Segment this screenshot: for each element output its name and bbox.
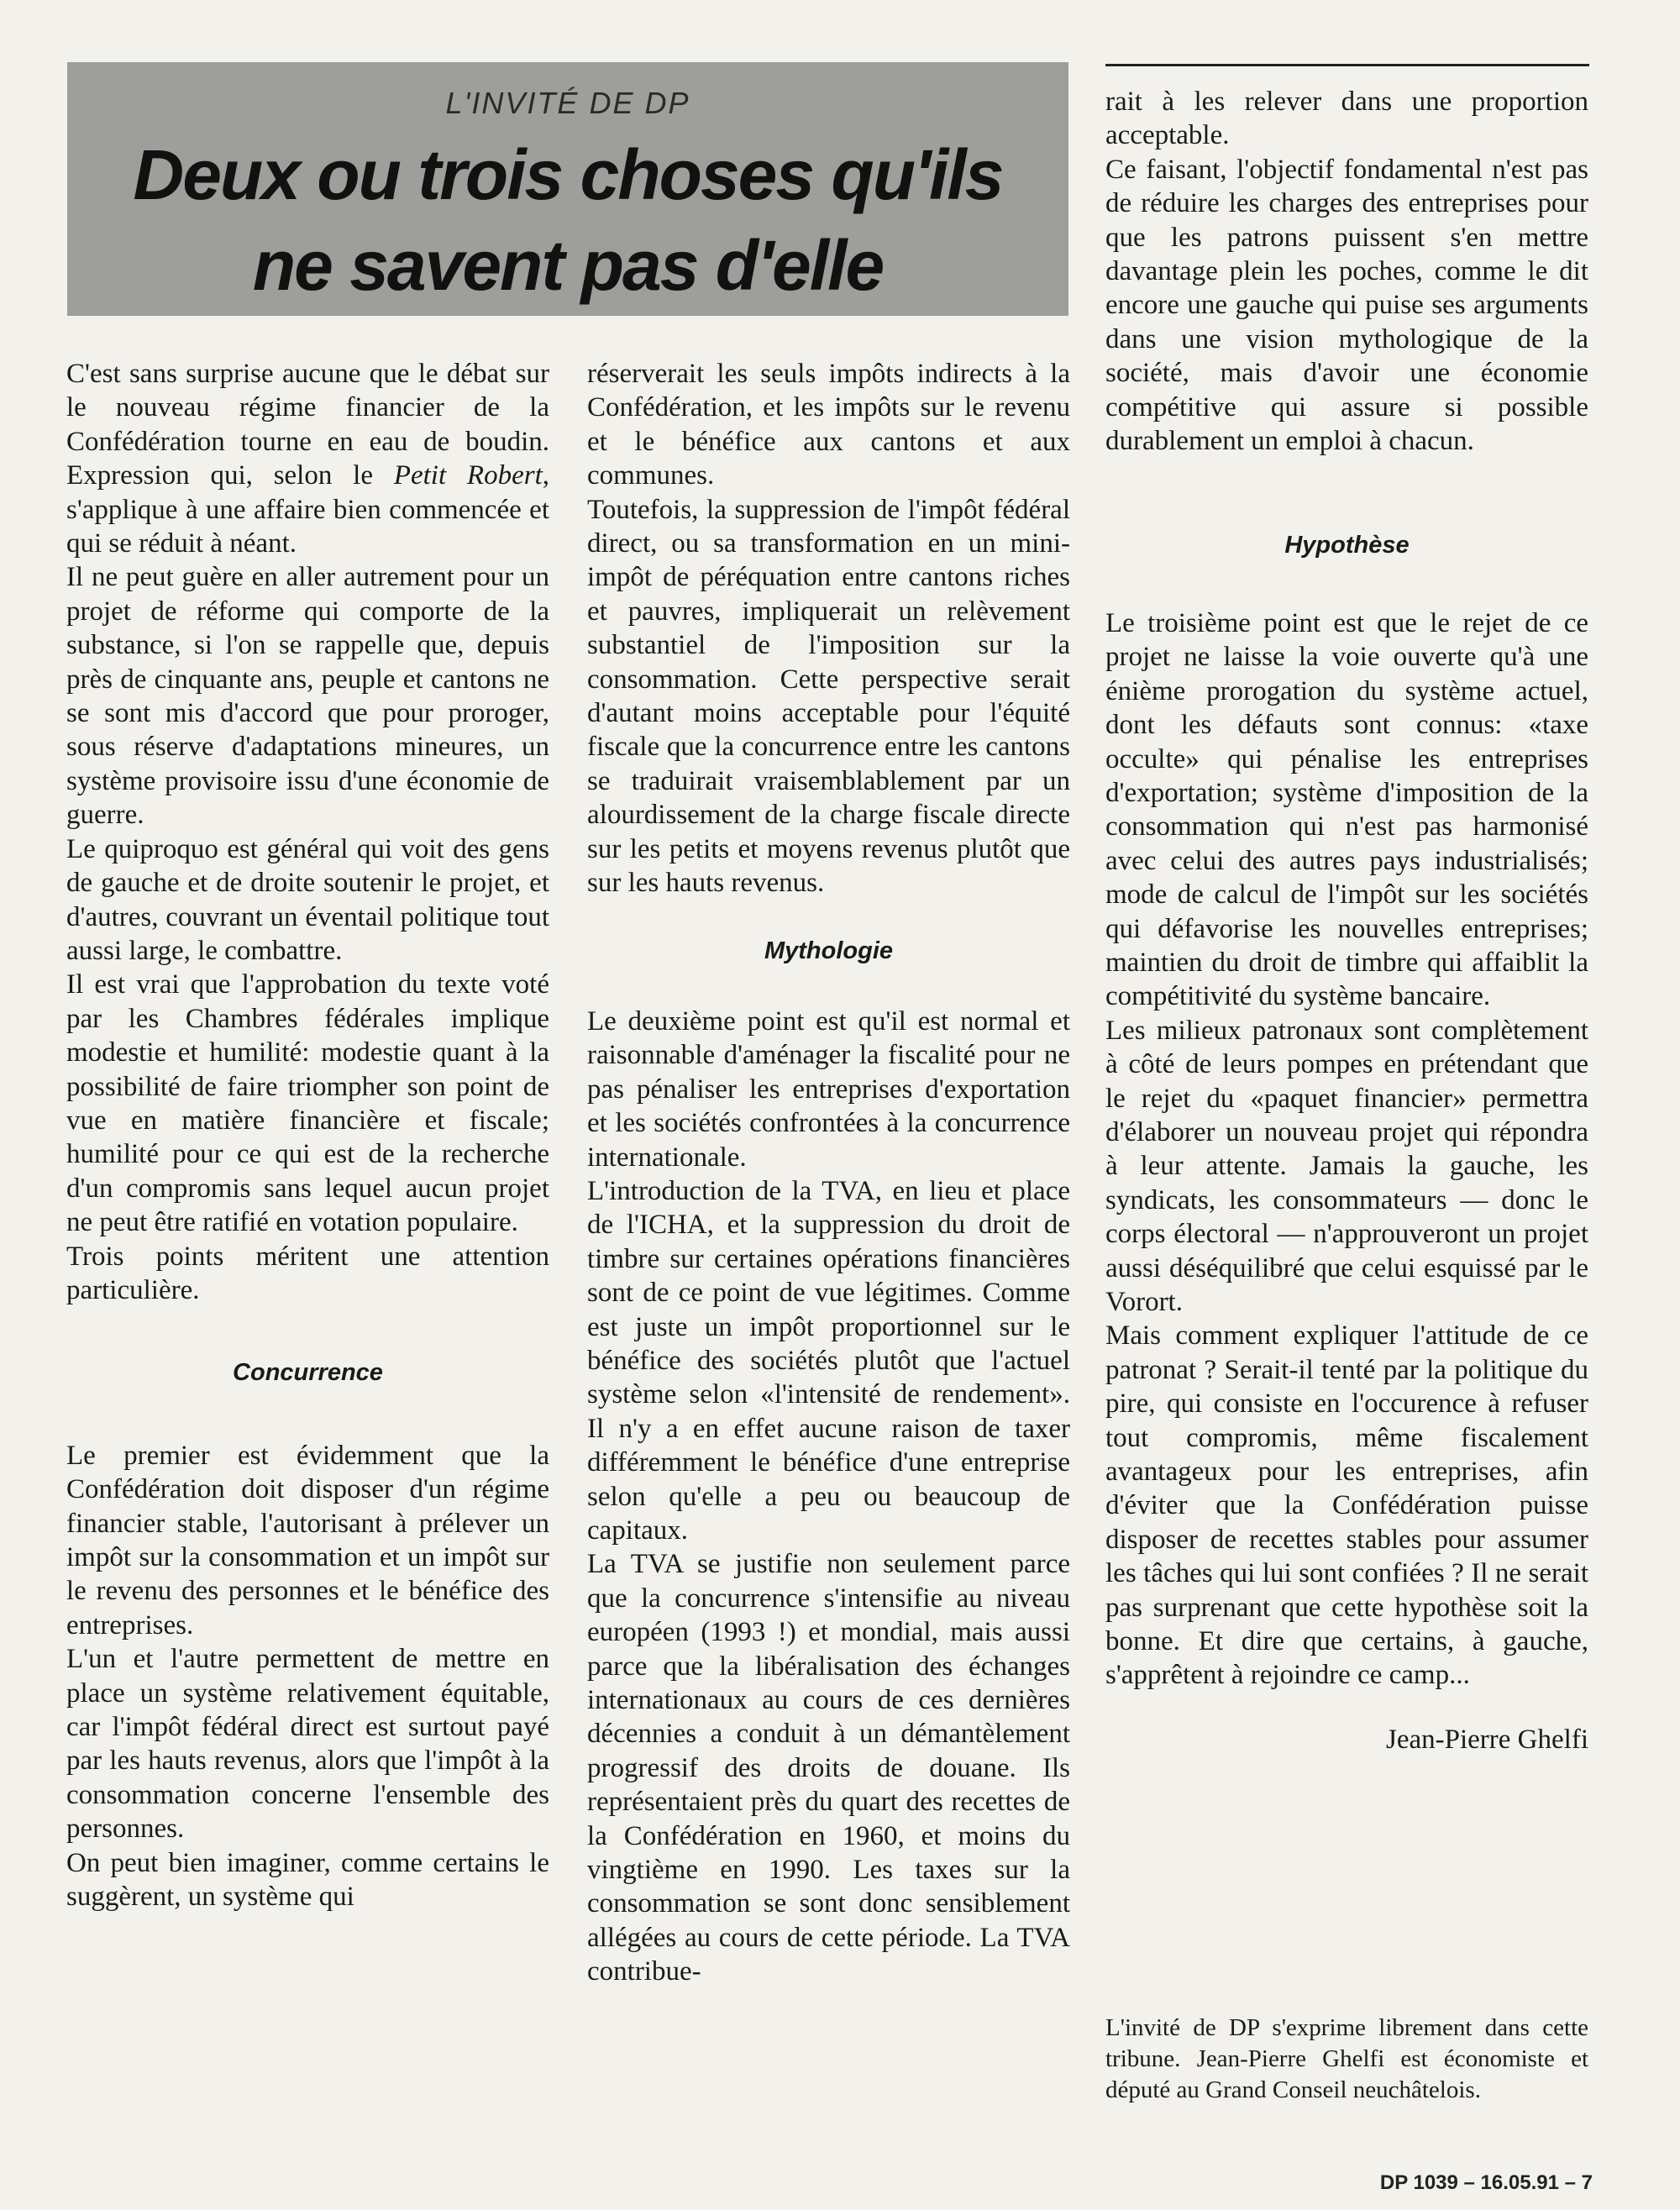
column-rule	[1105, 64, 1589, 66]
subhead-mythologie: Mythologie	[764, 937, 894, 964]
paragraph: Les milieux patronaux sont complètement à côté de leurs pompes en prétendant que le rejet du «paquet financier» permettra d'élaborer un nouveau projet qui répondra à leur attente. Jamais la gauche, les syndicats, les consommateurs — donc le corps électoral — n'approuveront un projet aussi déséquilibré que celui esquissé par le Vorort.	[1105, 1015, 1588, 1317]
paragraph-text: C'est sans surprise aucune que le débat sur le nouveau régime financier de la Confédération tourne en eau de boudin. Expression qui, selon le	[66, 359, 549, 491]
paragraph: L'un et l'autre permettent de mettre en place un système relativement équitable, car l'impôt fédéral direct est surtout payé par les hauts revenus, alors que l'impôt à la consommation concerne l'ensemble des personnes.	[66, 1644, 549, 1845]
paragraph: Toutefois, la suppression de l'impôt fédéral direct, ou sa transformation en un mini-impôt de péréquation entre cantons riches et pauvres, impliquerait un relèvement substantiel de l'imposition sur la consommation. Cette perspective serait d'autant moins acceptable pour l'équité fiscale que la concurrence entre les cantons se traduirait vraisemblablement par un alourdissement de la charge fiscale directe sur les petits et moyens revenus plutôt que sur les hauts revenus.	[587, 494, 1070, 899]
paragraph: La TVA se justifie non seulement parce que la concurrence s'intensifie au niveau européen (1993 !) et mondial, mais aussi parce que la libéralisation des échanges internationaux au cours de ces dernières décennies a conduit à un démantèlement progressif des droits de douane. Ils représentaient près du quart des recettes de la Confédération en 1960, et moins du vingtième en 1990. Les taxes sur la consommation se sont donc sensiblement allégées au cours de cette période. La TVA contribue-	[587, 1549, 1070, 1987]
subhead-concurrence: Concurrence	[233, 1359, 383, 1387]
paragraph: Le premier est évidemment que la Confédération doit disposer d'un régime financier stable, l'autorisant à prélever un impôt sur la consommation et un impôt sur le revenu des personnes et le bénéfice des entreprises.	[66, 1440, 549, 1640]
paragraph: Le troisième point est que le rejet de ce projet ne laisse la voie ouverte qu'à une énième prorogation du système actuel, dont les défauts sont connus: «taxe occulte» qui pénalise les entreprises d'exportation; système d'imposition de la consommation qui n'est pas harmonisé avec celui des autres pays industrialisés; mode de calcul de l'impôt sur les sociétés qui défavorise les nouvelles entreprises; maintien du droit de timbre qui affaiblit la compétitivité du système bancaire.	[1105, 607, 1588, 1012]
paragraph: Il ne peut guère en aller autrement pour un projet de réforme qui comporte de la substance, si l'on se rappelle que, depuis près de cinquante ans, peuple et cantons ne se sont mis d'accord que pour proroger, sous réserve d'adaptations mineures, un système provisoire issu d'une économie de guerre.	[66, 562, 549, 831]
paragraph: Trois points méritent une attention particulière.	[66, 1241, 549, 1305]
headline-line-2: ne savent pas d'elle	[252, 226, 884, 305]
paragraph: Mais comment expliquer l'attitude de ce patronat ? Serait-il tenté par la politique du pire, qui consiste en l'occurence à refuser tout compromis, même fiscalement avantageux pour les entreprises, afin d'éviter que la Confédération puisse disposer de recettes stables pour assumer les tâches qui lui sont confiées ? Il ne serait pas surprenant que cette hypothèse soit la bonne. Et dire que certains, à gauche, s'apprêtent à rejoindre ce camp...	[1105, 1320, 1588, 1691]
subhead-hypothese: Hypothèse	[1284, 532, 1410, 559]
paragraph: rait à les relever dans une proportion acceptable.	[1105, 87, 1588, 151]
kicker: L'INVITÉ DE DP	[445, 86, 690, 120]
author-signature: Jean-Pierre Ghelfi	[1386, 1724, 1588, 1755]
author-bio: L'invité de DP s'exprime librement dans cette tribune. Jean-Pierre Ghelfi est économiste et député au Grand Conseil neuchâtelois.	[1105, 2014, 1588, 2103]
column-1	[66, 357, 549, 1913]
paragraph: Il est vrai que l'approbation du texte voté par les Chambres fédérales implique modestie et humilité: modestie quant à la possibilité de faire triompher son point de vue en matière financière et fiscale; humilité pour ce qui est de la recherche d'un compromis sans lequel aucun projet ne peut être ratifié en votation populaire.	[66, 969, 549, 1238]
paragraph: Le quiproquo est général qui voit des gens de gauche et de droite soutenir le projet, et d'autres, couvrant un éventail politique tout aussi large, le combattre.	[66, 833, 549, 966]
headline-line-1: Deux ou trois choses qu'ils	[133, 135, 1003, 214]
column-2	[587, 357, 1070, 1989]
paragraph: L'introduction de la TVA, en lieu et place de l'ICHA, et la suppression du droit de timbre sur certaines opérations financières sont de ce point de vue légitimes. Comme est juste un impôt proportionnel sur le bénéfice des sociétés plutôt que l'actuel système selon «l'intensité de rendement». Il n'y a en effet aucune raison de taxer différemment le bénéfice d'une entreprise selon qu'elle a peu ou beaucoup de capitaux.	[587, 1175, 1070, 1546]
paragraph	[66, 357, 549, 560]
paragraph: On peut bien imaginer, comme certains le suggèrent, un système qui	[66, 1847, 549, 1913]
paragraph: réserverait les seuls impôts indirects à la Confédération, et les impôts sur le revenu et le bénéfice aux cantons et aux communes.	[587, 359, 1070, 491]
paragraph: Le deuxième point est qu'il est normal et raisonnable d'aménager la fiscalité pour ne pas pénaliser les entreprises d'exportation et les sociétés confrontées à la concurrence internationale.	[587, 1005, 1070, 1173]
article-header	[67, 62, 1068, 316]
page-footer: DP 1039 – 16.05.91 – 7	[1379, 2171, 1593, 2194]
column-3	[1105, 85, 1588, 1756]
paragraph-text: , s'applique à une affaire bien commencée et qui se réduit à néant.	[66, 460, 549, 559]
paragraph: Ce faisant, l'objectif fondamental n'est pas de réduire les charges des entreprises pour que les patrons puissent s'en mettre davantage plein les poches, comme le dit encore une gauche qui puise ses arguments dans une vision mythologique de la société, mais d'avoir une économie compétitive qui assure si possible durablement un emploi à chacun.	[1105, 154, 1588, 457]
headline	[67, 129, 1068, 311]
italic-reference: Petit Robert	[393, 460, 543, 491]
